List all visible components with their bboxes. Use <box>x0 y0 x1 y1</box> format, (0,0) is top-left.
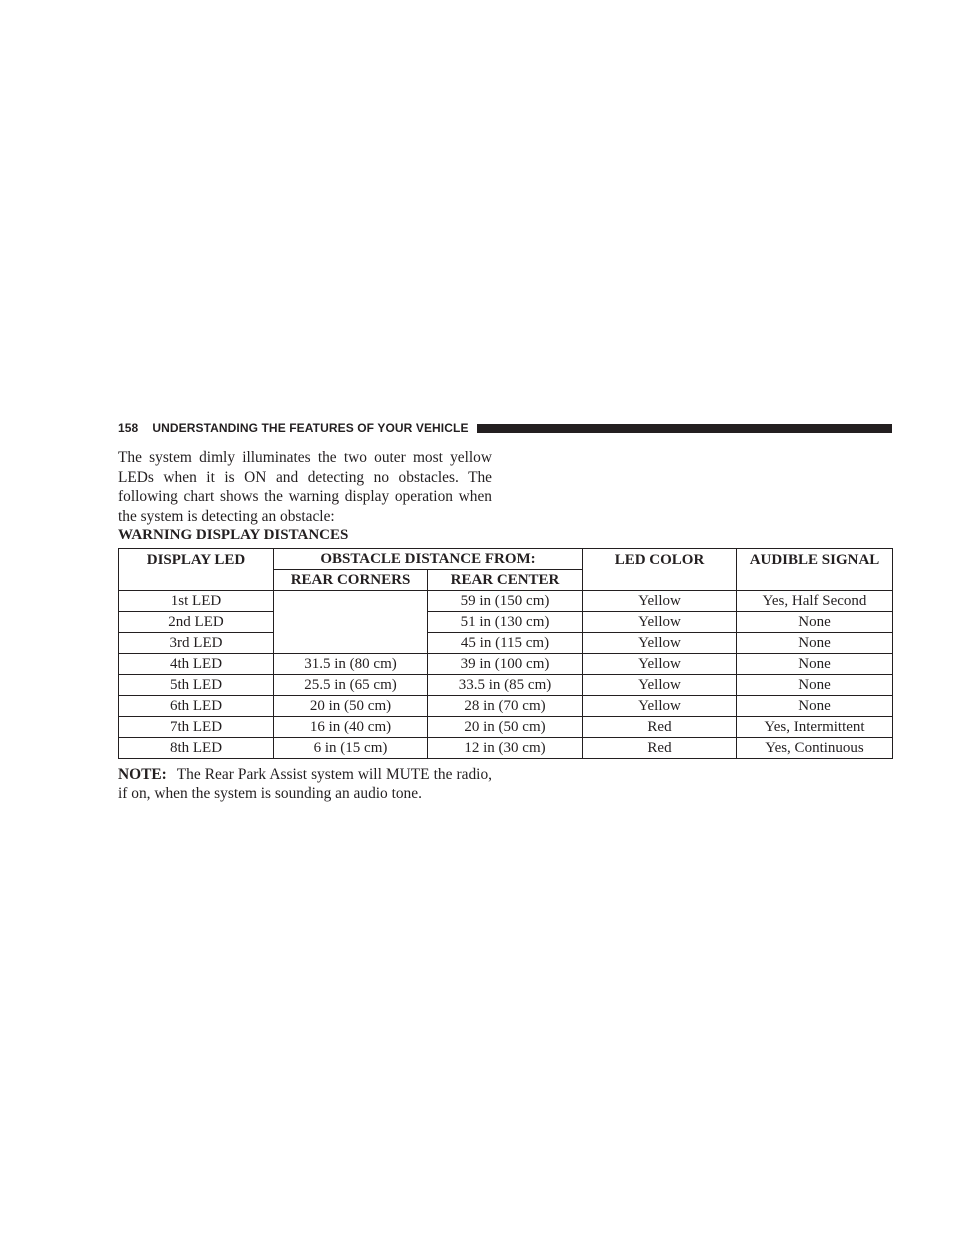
header-display-led: DISPLAY LED <box>119 549 274 591</box>
cell-rear-center: 28 in (70 cm) <box>428 696 583 717</box>
cell-led-color: Yellow <box>583 633 737 654</box>
intro-paragraph: The system dimly illuminates the two outer most yellow LEDs when it is ON and detecting no obstacles. The following chart shows the warning display operation when the system is detecting an obstacle: <box>118 449 492 525</box>
cell-led-color: Yellow <box>583 675 737 696</box>
note-text: The Rear Park Assist system will MUTE the radio, if on, when the system is sounding an audio tone. <box>118 766 492 802</box>
cell-audible-signal: None <box>737 612 893 633</box>
cell-display-led: 4th LED <box>119 654 274 675</box>
cell-rear-corners: 25.5 in (65 cm) <box>274 675 428 696</box>
header-led-color: LED COLOR <box>583 549 737 591</box>
cell-rear-center: 51 in (130 cm) <box>428 612 583 633</box>
cell-audible-signal: None <box>737 696 893 717</box>
cell-display-led: 7th LED <box>119 717 274 738</box>
cell-rear-corners: 20 in (50 cm) <box>274 696 428 717</box>
table-row <box>119 654 893 675</box>
cell-display-led: 1st LED <box>119 591 274 612</box>
page-number: 158 <box>118 421 139 435</box>
cell-led-color: Yellow <box>583 696 737 717</box>
cell-rear-center: 39 in (100 cm) <box>428 654 583 675</box>
cell-audible-signal: Yes, Continuous <box>737 738 893 759</box>
table-row <box>119 696 893 717</box>
note-paragraph <box>118 765 492 803</box>
cell-display-led: 5th LED <box>119 675 274 696</box>
cell-rear-corners-empty <box>274 591 428 654</box>
section-title: UNDERSTANDING THE FEATURES OF YOUR VEHICLE <box>152 421 469 435</box>
cell-rear-corners: 31.5 in (80 cm) <box>274 654 428 675</box>
header-rear-corners: REAR CORNERS <box>274 570 428 591</box>
header-audible-signal: AUDIBLE SIGNAL <box>737 549 893 591</box>
cell-display-led: 6th LED <box>119 696 274 717</box>
cell-led-color: Yellow <box>583 654 737 675</box>
header-rule <box>477 424 892 433</box>
cell-led-color: Red <box>583 717 737 738</box>
cell-rear-center: 33.5 in (85 cm) <box>428 675 583 696</box>
table-row <box>119 591 893 612</box>
cell-display-led: 3rd LED <box>119 633 274 654</box>
table-row <box>119 717 893 738</box>
cell-audible-signal: Yes, Intermittent <box>737 717 893 738</box>
table-row <box>119 633 893 654</box>
cell-audible-signal: None <box>737 654 893 675</box>
table-row <box>119 612 893 633</box>
header-obstacle-distance: OBSTACLE DISTANCE FROM: <box>274 549 583 570</box>
page-header <box>118 419 892 437</box>
cell-rear-center: 12 in (30 cm) <box>428 738 583 759</box>
cell-audible-signal: None <box>737 675 893 696</box>
note-label: NOTE: <box>118 766 167 783</box>
cell-audible-signal: Yes, Half Second <box>737 591 893 612</box>
cell-rear-center: 45 in (115 cm) <box>428 633 583 654</box>
cell-led-color: Yellow <box>583 591 737 612</box>
cell-rear-center: 20 in (50 cm) <box>428 717 583 738</box>
cell-display-led: 2nd LED <box>119 612 274 633</box>
cell-rear-corners: 16 in (40 cm) <box>274 717 428 738</box>
cell-led-color: Yellow <box>583 612 737 633</box>
header-rear-center: REAR CENTER <box>428 570 583 591</box>
table-row <box>119 738 893 759</box>
cell-rear-center: 59 in (150 cm) <box>428 591 583 612</box>
cell-led-color: Red <box>583 738 737 759</box>
cell-display-led: 8th LED <box>119 738 274 759</box>
warning-distances-table <box>118 548 893 759</box>
cell-rear-corners: 6 in (15 cm) <box>274 738 428 759</box>
table-row <box>119 675 893 696</box>
table-heading: WARNING DISPLAY DISTANCES <box>118 527 349 543</box>
cell-audible-signal: None <box>737 633 893 654</box>
